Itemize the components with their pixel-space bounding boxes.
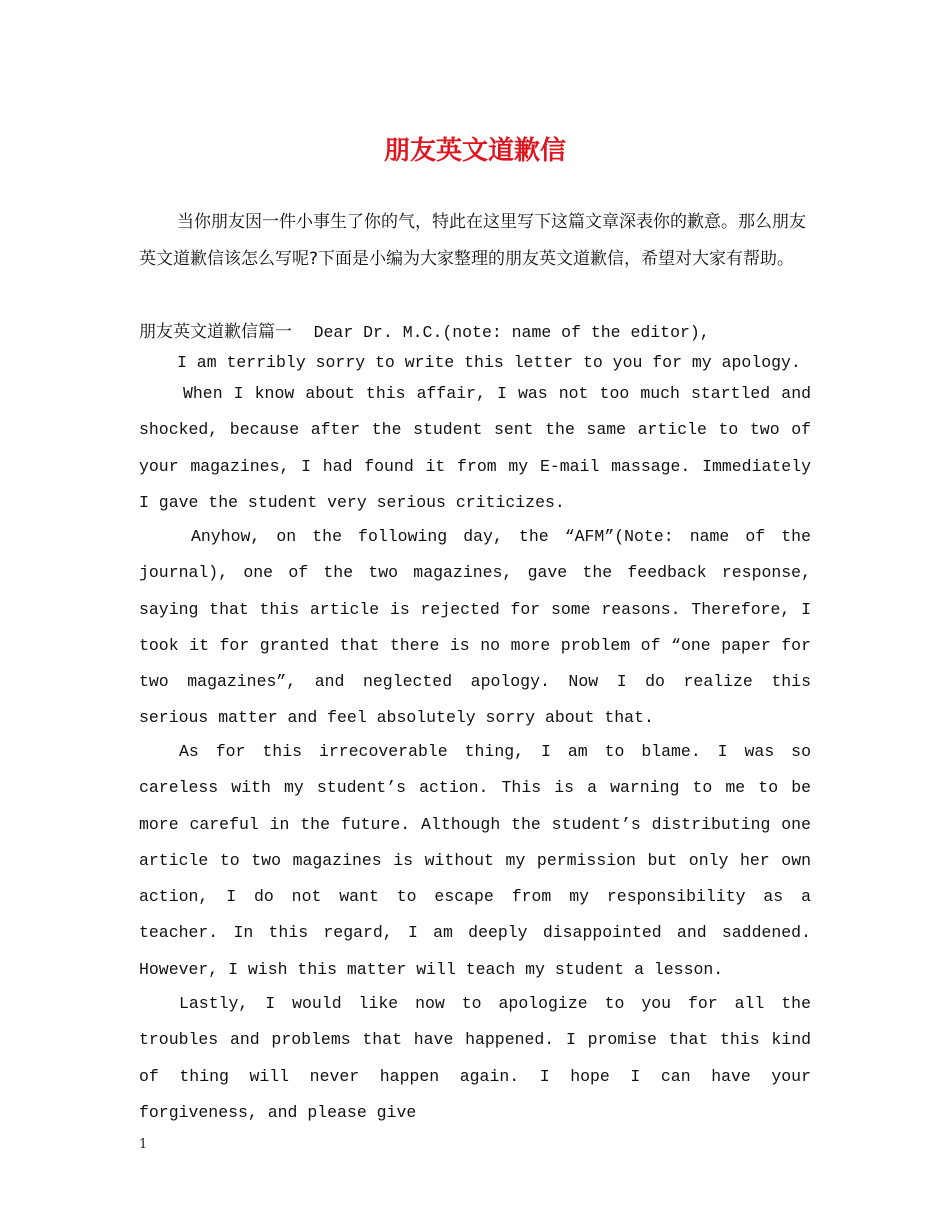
document-title: 朋友英文道歉信 (383, 136, 566, 166)
letter-paragraph: When I know about this affair, I was not too much startled and shocked, because after the student sent the same article to two of your magazines, I had found it from my E-mail massage. Immediately I gave the student very serious criticizes. (139, 384, 811, 512)
page-number: 1 (139, 1137, 148, 1152)
section-heading: 朋友英文道歉信篇一 (139, 322, 292, 342)
letter-paragraph: Anyhow, on the following day, the “AFM”(Note: name of the journal), one of the two magazines, gave the feedback response, saying that this article is rejected for some reasons. Therefore, I took it for granted that there is no more problem of “one paper for two magazines”, and neglected apology. Now I do realize this serious matter and feel absolutely sorry about that. (139, 527, 811, 728)
letter-paragraph: I am terribly sorry to write this letter to you for my apology. (177, 353, 801, 372)
letter-paragraph: Lastly, I would like now to apologize to you for all the troubles and problems that have happened. I promise that this kind of thing will never happen again. I hope I can have your forgiveness, and please give (139, 994, 811, 1122)
salutation: Dear Dr. M.C.(note: name of the editor), (313, 323, 710, 342)
letter-paragraph: As for this irrecoverable thing, I am to blame. I was so careless with my student’s action. This is a warning to me to be more careful in the future. Although the student’s distributing one article to two magazines is without my permission but only her own action, I do not want to escape from my responsibility as a teacher. In this regard, I am deeply disappointed and saddened. However, I wish this matter will teach my student a lesson. (139, 742, 811, 979)
intro-paragraph: 当你朋友因一件小事生了你的气，特此在这里写下这篇文章深表你的歉意。那么朋友英文道歉信该怎么写呢?下面是小编为大家整理的朋友英文道歉信，希望对大家有帮助。 (139, 212, 806, 269)
